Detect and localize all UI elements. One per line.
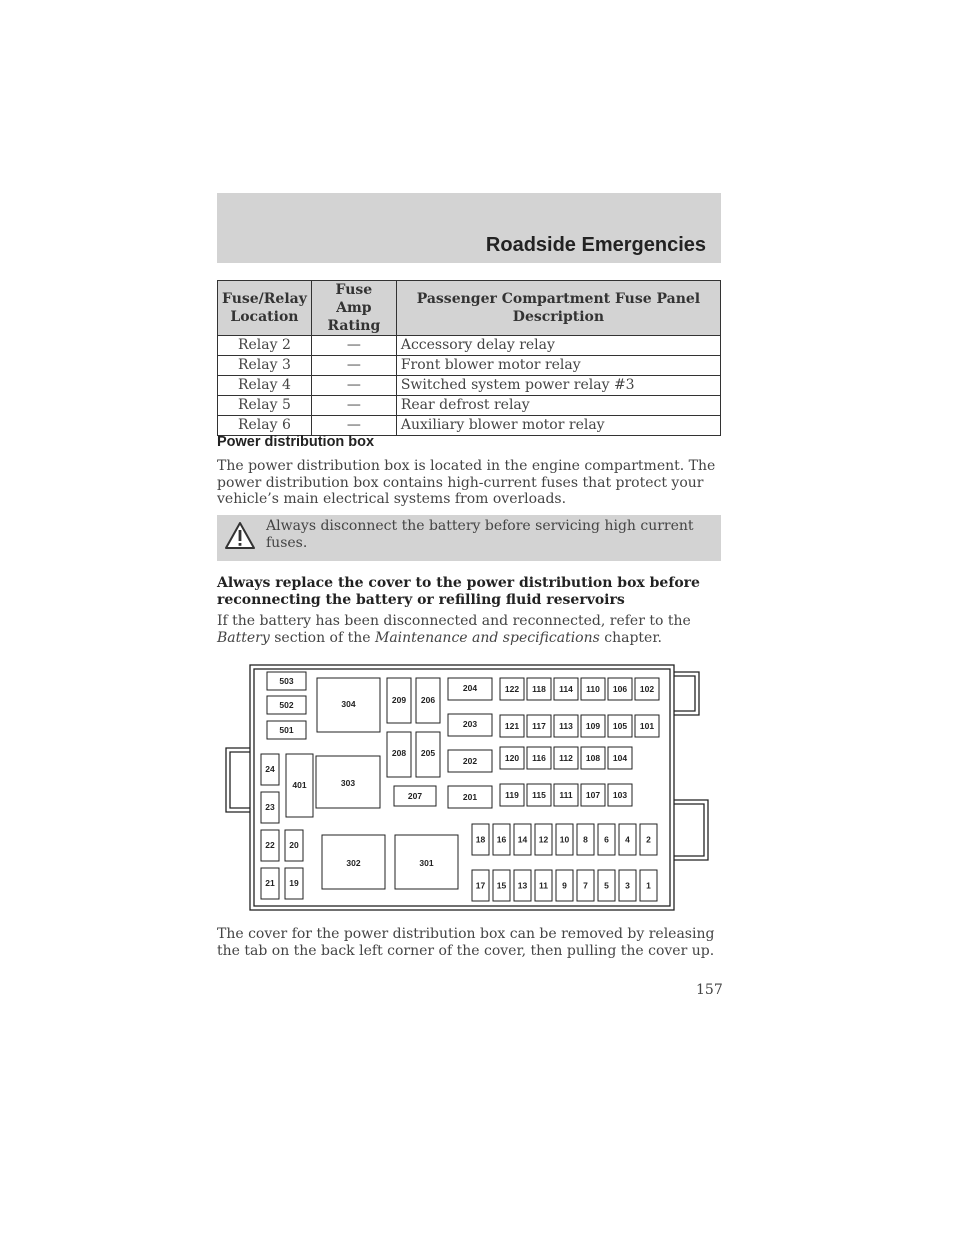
fuse-label: 18 [475, 834, 486, 845]
fuse-label: 104 [612, 753, 628, 763]
bold-warning-paragraph: Always replace the cover to the power distribution box before reconnecting the battery or refilling fluid reservoirs [217, 575, 700, 608]
cell-rating: — [311, 376, 396, 396]
fuse-label: 122 [504, 684, 520, 694]
right-lower-tab [674, 800, 708, 860]
fuse-label: 1 [646, 880, 651, 891]
fuse-label: 108 [585, 753, 601, 763]
fuse-label: 116 [532, 753, 546, 763]
fuse-label: 113 [559, 721, 573, 731]
cell-rating: — [311, 336, 396, 356]
cell-description: Auxiliary blower motor relay [396, 416, 720, 436]
table-row [218, 376, 721, 396]
fuse-label: 21 [265, 878, 275, 888]
fuse-table [217, 280, 721, 436]
fuse-label: 19 [289, 878, 299, 888]
warning-triangle-icon [224, 521, 256, 551]
cell-rating: — [311, 356, 396, 376]
fuse-label: 24 [265, 764, 275, 774]
fuse-label: 114 [559, 684, 573, 694]
cell-location: Relay 2 [218, 336, 312, 356]
fuse-label: 9 [562, 880, 567, 891]
fuse-label: 106 [612, 684, 628, 694]
fuse-label: 4 [625, 834, 630, 845]
fuse-label: 115 [532, 790, 546, 800]
fuse-label: 303 [340, 778, 356, 788]
fuse-label: 17 [475, 880, 486, 891]
fuse-label: 7 [583, 880, 588, 891]
column-header-rating: Fuse Amp Rating [311, 281, 396, 336]
warning-box [217, 515, 721, 561]
fuse-label: 202 [462, 756, 478, 766]
fuse-label: 502 [279, 700, 294, 710]
header-band [217, 193, 721, 263]
fuse-label: 105 [612, 721, 628, 731]
column-header-description: Passenger Compartment Fuse Panel Description [396, 281, 720, 336]
fuse-label: 501 [279, 725, 294, 735]
table-row [218, 416, 721, 436]
closing-paragraph: The cover for the power distribution box can be removed by releasing the tab on the back left corner of the cover, then pulling the cover up. [217, 926, 715, 959]
cell-description: Rear defrost relay [396, 396, 720, 416]
fuse-label: 208 [391, 748, 407, 758]
battery-paragraph [217, 613, 721, 646]
fuse-label: 6 [604, 834, 609, 845]
warning-text: Always disconnect the battery before servicing high current fuses. [266, 518, 694, 551]
fuse-label: 109 [585, 721, 601, 731]
fuse-label: 301 [419, 858, 434, 868]
cell-rating: — [311, 396, 396, 416]
fuse-label: 20 [289, 840, 299, 850]
battery-text-after: chapter. [599, 629, 662, 646]
fuse-label: 401 [292, 780, 307, 790]
battery-section-reference: Battery [217, 629, 270, 646]
fuse-label: 14 [517, 834, 528, 845]
cell-rating: — [311, 416, 396, 436]
fuse-label: 22 [265, 840, 275, 850]
fuse-label: 206 [420, 695, 436, 705]
fuse-label: 16 [496, 834, 507, 845]
intro-paragraph: The power distribution box is located in the engine compartment. The power distribution box contains high-current fuses that protect your vehicle’s main electrical systems from overloads. [217, 458, 716, 507]
fuse-label: 13 [517, 880, 528, 891]
fuse-label: 5 [604, 880, 609, 891]
battery-text-before: If the battery has been disconnected and reconnected, refer to the [217, 613, 691, 629]
fuse-label: 112 [559, 753, 573, 763]
table-header-row [218, 281, 721, 336]
table-row [218, 396, 721, 416]
fuse-label: 101 [639, 721, 655, 731]
fuse-label: 205 [420, 748, 436, 758]
fuse-label: 203 [462, 719, 478, 729]
section-heading: Power distribution box [217, 434, 375, 450]
cell-description: Switched system power relay #3 [396, 376, 720, 396]
fuse-label: 102 [639, 684, 655, 694]
cell-location: Relay 6 [218, 416, 312, 436]
chapter-reference: Maintenance and specifications [374, 629, 600, 646]
fuse-label: 12 [538, 834, 549, 845]
fuse-label: 209 [391, 695, 407, 705]
fuse-label: 15 [496, 880, 507, 891]
fuse-label: 118 [532, 684, 546, 694]
fuse-label: 207 [407, 791, 423, 801]
fuse-label: 119 [505, 790, 519, 800]
table-row [218, 356, 721, 376]
fuse-label: 117 [532, 721, 546, 731]
fuse-label: 204 [462, 683, 478, 693]
fuse-label: 8 [583, 834, 588, 845]
fuse-label: 23 [265, 802, 275, 812]
cell-location: Relay 3 [218, 356, 312, 376]
power-distribution-box-diagram [224, 664, 710, 912]
fuse-label: 121 [504, 721, 520, 731]
fuse-label: 120 [504, 753, 520, 763]
cell-description: Front blower motor relay [396, 356, 720, 376]
cell-location: Relay 4 [218, 376, 312, 396]
fuse-label: 302 [346, 858, 361, 868]
fuse-label: 2 [646, 834, 651, 845]
cell-description: Accessory delay relay [396, 336, 720, 356]
fuse-label: 111 [559, 790, 573, 800]
fuse-label: 503 [279, 676, 294, 686]
fuse-label: 304 [341, 699, 356, 709]
column-header-location: Fuse/Relay Location [218, 281, 312, 336]
battery-text-middle: section of the [269, 629, 375, 646]
page-title: Roadside Emergencies [485, 234, 706, 256]
cell-location: Relay 5 [218, 396, 312, 416]
fuse-label: 11 [539, 880, 548, 891]
fuse-label: 201 [462, 792, 478, 802]
fuse-label: 3 [625, 880, 630, 891]
fuse-label: 110 [586, 684, 600, 694]
page-number: 157 [696, 982, 723, 998]
fuse-label: 10 [559, 834, 570, 845]
fuse-label: 103 [612, 790, 628, 800]
fuse-label: 107 [585, 790, 601, 800]
table-row [218, 336, 721, 356]
